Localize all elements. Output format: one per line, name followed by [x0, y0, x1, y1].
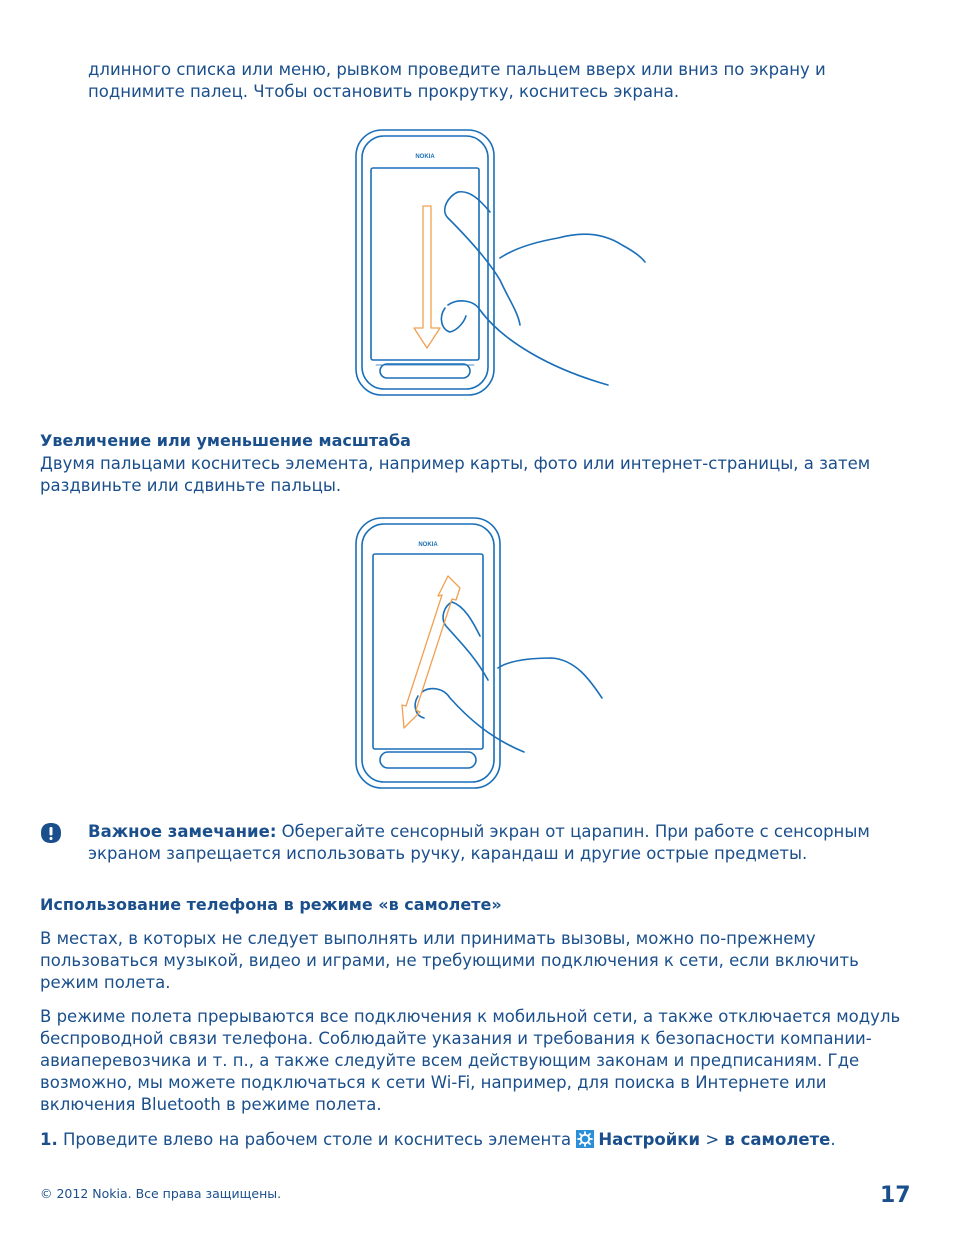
paragraph-line: В местах, в которых не следует выполнять или принимать вызовы, можно по-прежнему — [40, 929, 816, 948]
settings-icon — [576, 1130, 594, 1148]
scroll-arrow — [414, 206, 440, 348]
zoom-heading: Увеличение или уменьшение масштаба — [40, 431, 411, 450]
zoom-line-1: Двумя пальцами коснитесь элемента, например карты, фото или интернет-страницы, а затем — [40, 454, 871, 473]
zoom-line-2: раздвиньте или сдвиньте пальцы. — [40, 476, 342, 495]
paragraph-line: включения Bluetooth в режиме полета. — [40, 1095, 382, 1114]
note-line-2: экраном запрещается использовать ручку, карандаш и другие острые предметы. — [88, 844, 808, 863]
zoom-paragraph — [40, 453, 920, 497]
paragraph-line: возможно, мы можете подключаться к сети Wi-Fi, например, для поиска в Интернете или — [40, 1073, 827, 1092]
flick-scroll-illustration — [340, 120, 660, 400]
important-note — [88, 821, 918, 865]
phone-brand: NOKIA — [418, 542, 438, 548]
pinch-arrow — [402, 576, 460, 728]
intro-line-1: длинного списка или меню, рывком проведите пальцем вверх или вниз по экрану и — [88, 60, 826, 79]
note-line-1 — [88, 821, 918, 843]
airplane-heading: Использование телефона в режиме «в самолете» — [40, 895, 502, 914]
separator: > — [700, 1130, 725, 1149]
paragraph-line: В режиме полета прерываются все подключения к мобильной сети, а также отключается модуль — [40, 1007, 901, 1026]
intro-line-2: поднимите палец. Чтобы остановить прокрутку, коснитесь экрана. — [88, 82, 680, 101]
step-text: Проведите влево на рабочем столе и коснитесь элемента — [57, 1130, 577, 1149]
phone-brand: NOKIA — [415, 154, 435, 160]
paragraph-line: режим полета. — [40, 973, 171, 992]
page-number: 17 — [880, 1183, 911, 1208]
phone-body — [356, 518, 500, 788]
phone-screen — [371, 168, 479, 360]
note-label: Важное замечание: — [88, 822, 277, 841]
step-end: . — [830, 1130, 836, 1149]
airplane-link[interactable]: в самолете — [724, 1130, 831, 1149]
intro-paragraph — [88, 59, 888, 103]
airplane-paragraph-1 — [40, 928, 920, 994]
paragraph-line: пользоваться музыкой, видео и играми, не требующими подключения к сети, если включить — [40, 951, 859, 970]
paragraph-line: авиаперевозчика и т. п., а также следуйте всем действующим законам и предписаниям. Где — [40, 1051, 860, 1070]
step-1 — [40, 1129, 920, 1151]
copyright: © 2012 Nokia. Все права защищены. — [40, 1186, 282, 1201]
note-text-1: Оберегайте сенсорный экран от царапин. При работе с сенсорным — [276, 822, 870, 841]
phone-body — [356, 130, 494, 395]
exclamation-icon — [40, 822, 62, 844]
pinch-zoom-illustration — [340, 510, 640, 795]
step-number: 1. — [40, 1130, 58, 1149]
paragraph-line: беспроводной связи телефона. Соблюдайте указания и требования к безопасности компании- — [40, 1029, 872, 1048]
settings-link[interactable]: Настройки — [598, 1130, 701, 1149]
airplane-paragraph-2 — [40, 1006, 930, 1116]
phone-screen — [373, 554, 483, 749]
